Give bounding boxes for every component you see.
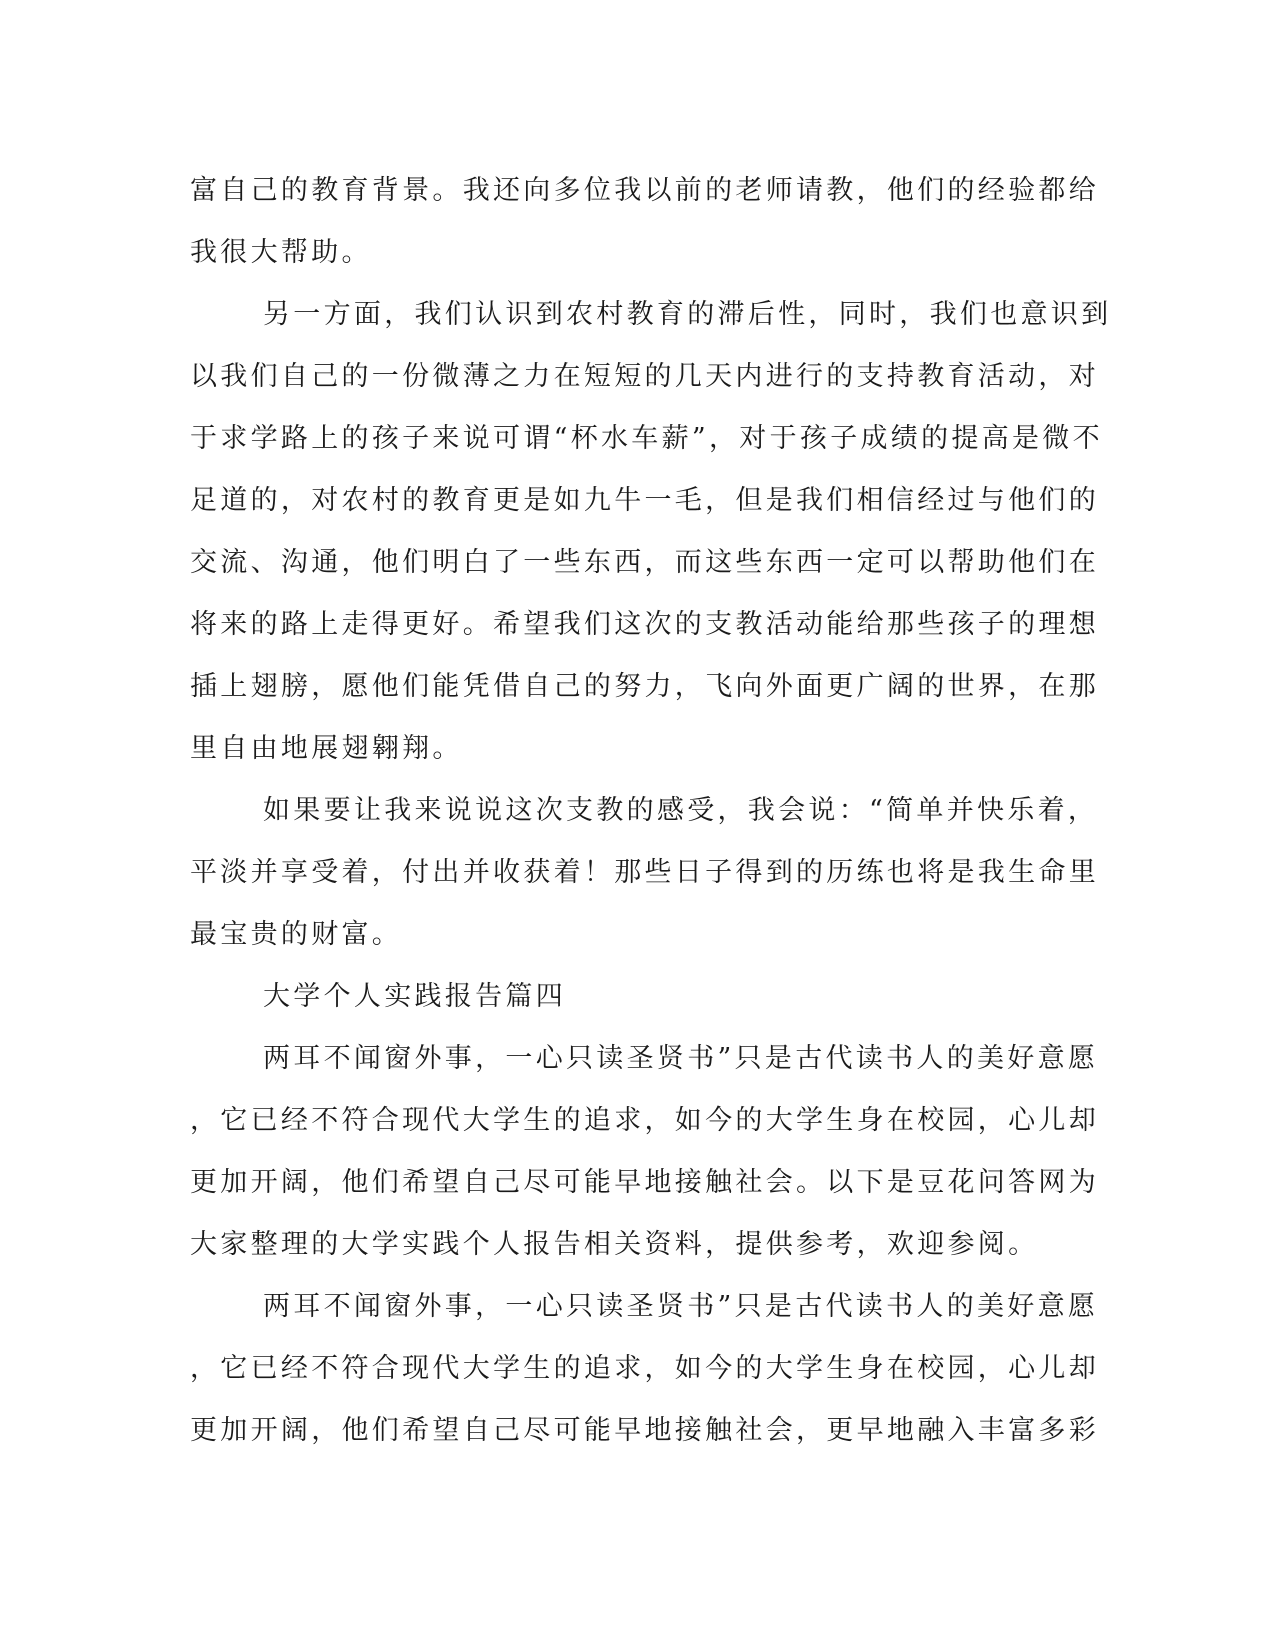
text-line: 最宝贵的财富。 <box>190 919 403 950</box>
text-line: 平淡并享受着，付出并收获着！那些日子得到的历练也将是我生命里 <box>190 857 1099 888</box>
document-body <box>190 160 1112 1462</box>
paragraph-start-line: 另一方面，我们认识到农村教育的滞后性，同时，我们也意识到 <box>263 299 1112 330</box>
text-line: 交流、沟通，他们明白了一些东西，而这些东西一定可以帮助他们在 <box>190 547 1099 578</box>
text-line: ，它已经不符合现代大学生的追求，如今的大学生身在校园，心儿却 <box>190 1105 1099 1136</box>
text-line: 将来的路上走得更好。希望我们这次的支教活动能给那些孩子的理想 <box>190 609 1099 640</box>
text-line: 以我们自己的一份微薄之力在短短的几天内进行的支持教育活动，对 <box>190 361 1099 392</box>
text-line: 插上翅膀，愿他们能凭借自己的努力，飞向外面更广阔的世界，在那 <box>190 671 1099 702</box>
text-line: ，它已经不符合现代大学生的追求，如今的大学生身在校园，心儿却 <box>190 1353 1099 1384</box>
paragraph-start-line: 两耳不闻窗外事，一心只读圣贤书”只是古代读书人的美好意愿 <box>263 1291 1099 1322</box>
text-line: 更加开阔，他们希望自己尽可能早地接触社会。以下是豆花问答网为 <box>190 1167 1099 1198</box>
text-line: 富自己的教育背景。我还向多位我以前的老师请教，他们的经验都给 <box>190 175 1099 206</box>
text-line: 更加开阔，他们希望自己尽可能早地接触社会，更早地融入丰富多彩 <box>190 1415 1099 1446</box>
paragraph-start-line: 两耳不闻窗外事，一心只读圣贤书”只是古代读书人的美好意愿 <box>263 1043 1099 1074</box>
text-line: 于求学路上的孩子来说可谓“杯水车薪”，对于孩子成绩的提高是微不 <box>190 423 1103 454</box>
text-line: 我很大帮助。 <box>190 237 372 268</box>
text-line: 足道的，对农村的教育更是如九牛一毛，但是我们相信经过与他们的 <box>190 485 1099 516</box>
text-line: 大家整理的大学实践个人报告相关资料，提供参考，欢迎参阅。 <box>190 1229 1039 1260</box>
section-heading: 大学个人实践报告篇四 <box>263 981 566 1012</box>
paragraph-start-line: 如果要让我来说说这次支教的感受，我会说：“简单并快乐着， <box>263 795 1099 826</box>
text-line: 里自由地展翅翱翔。 <box>190 733 463 764</box>
